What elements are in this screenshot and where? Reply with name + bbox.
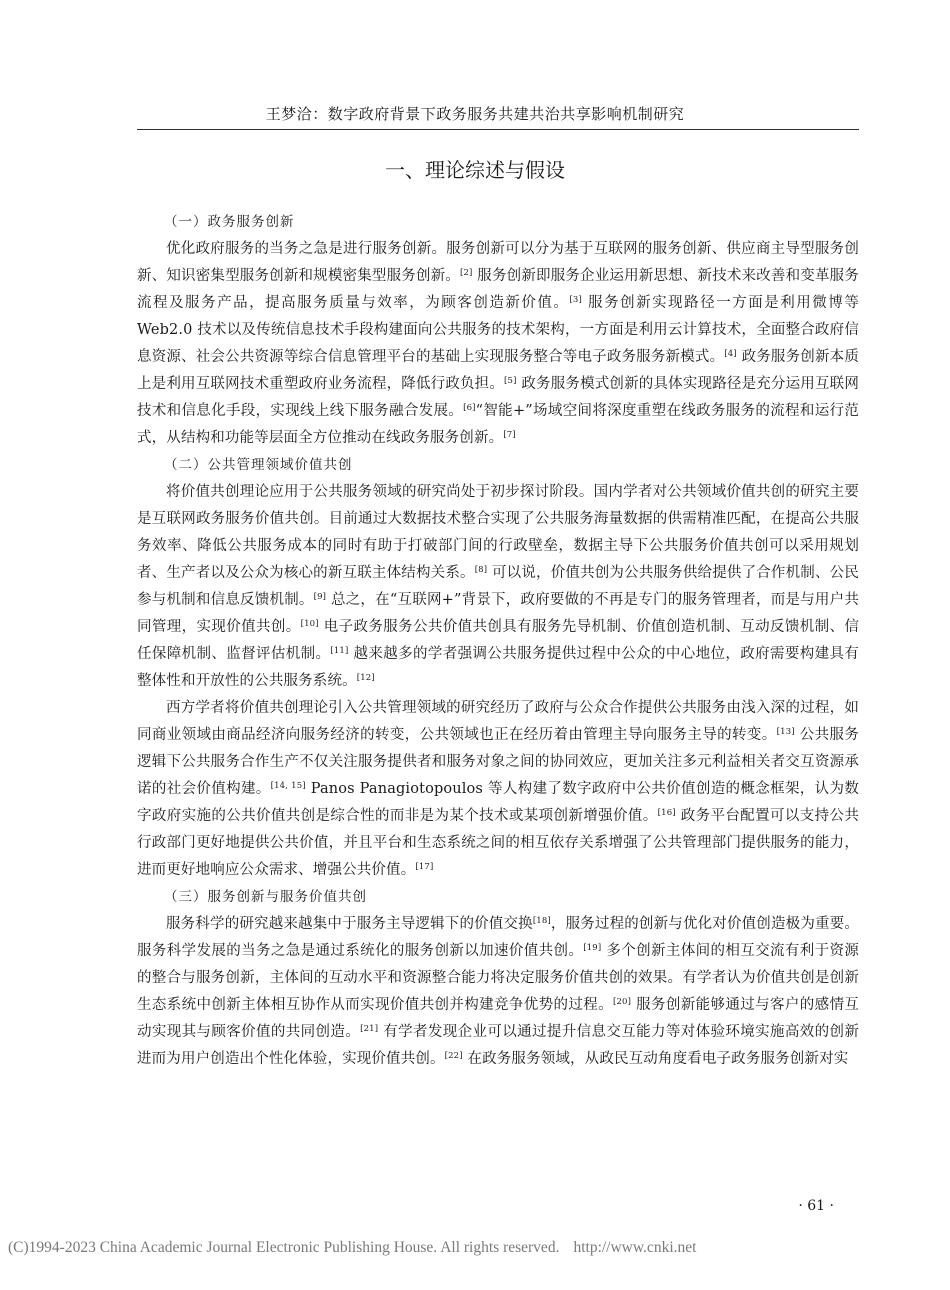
citation-ref: [16] (657, 807, 676, 818)
citation-ref: [7] (503, 429, 516, 440)
citation-ref: [12] (356, 672, 375, 683)
paragraph-text: 有学者发现企业可以通过提升信息交互能力等对体验环境实施高效的创新进而为用户创造出个性化体验，实现价值共创。 (137, 1024, 859, 1067)
citation-ref: [21] (360, 1023, 379, 1034)
citation-ref: [4] (724, 348, 737, 359)
paragraph (137, 479, 859, 695)
paragraph-text: 政务服务创新本质上是利用互联网技术重塑政府业务流程，降低行政负担。 (137, 349, 859, 392)
paragraph-text: 将价值共创理论应用于公共服务领域的研究尚处于初步探讨阶段。国内学者对公共领域价值共创的研究主要是互联网政务服务价值共创。目前通过大数据技术整合实现了公共服务海量数据的供需精准匹配，在提高公共服务效率、降低公共服务成本的同时有助于打破部门间的行政壁垒，数据主导下公共服务价值共创可以采用规划者、生产者以及公众为核心的新互联主体结构关系。 (137, 484, 859, 581)
citation-ref: [10] (300, 618, 319, 629)
paragraph-text: 多个创新主体间的相互交流有利于资源的整合与服务创新，主体间的互动水平和资源整合能力将决定服务价值共创的效果。有学者认为价值共创是创新生态系统中创新主体相互协作从而实现价值共创并构建竞争优势的过程。 (137, 943, 859, 1013)
citation-ref: [13] (776, 726, 795, 737)
paragraph (137, 236, 859, 452)
paragraph-text: ，服务过程的创新与优化对价值创造极为重要。服务科学发展的当务之急是通过系统化的服务创新以加速价值共创。 (137, 916, 859, 959)
citation-ref: [5] (504, 375, 517, 386)
subsection-heading-3: （三）服务创新与服务价值共创 (164, 889, 367, 905)
citation-ref: [2] (460, 267, 473, 278)
citation-ref: [11] (330, 645, 349, 656)
copyright-text: (C)1994-2023 China Academic Journal Electronic Publishing House. All rights reserved. (8, 1239, 560, 1256)
section-title: 一、理论综述与假设 (385, 158, 565, 182)
paragraph-text: 服务创新能够通过与客户的感情互动实现其与顾客价值的共同创造。 (137, 997, 859, 1040)
paragraph-text: 政务平台配置可以支持公共行政部门更好地提供公共价值，并且平台和生态系统之间的相互依存关系增强了公共管理部门提供服务的能力，进而更好地响应公众需求、增强公共价值。 (137, 808, 860, 878)
paragraph-text: Panos Panagiotopoulos 等人构建了数字政府中公共价值创造的概念框架，认为数字政府实施的公共价值共创是综合性的而非是为某个技术或某项创新增强价值。 (137, 781, 859, 824)
paragraph-text: 电子政务服务公共价值共创具有服务先导机制、价值创造机制、互动反馈机制、信任保障机制、监督评估机制。 (137, 619, 859, 662)
paragraph-text: “智能+”场域空间将深度重塑在线政务服务的流程和运行范式，从结构和功能等层面全方位推动在线政务服务创新。 (137, 403, 859, 446)
paragraph-text: 服务科学的研究越来越集中于服务主导逻辑下的价值交换 (166, 916, 533, 932)
citation-ref: [20] (613, 996, 632, 1007)
citation-ref: [9] (313, 591, 327, 602)
paragraph-text: 政务服务模式创新的具体实现路径是充分运用互联网技术和信息化手段，实现线上线下服务融合发展。 (137, 376, 859, 419)
subsection-heading-2: （二）公共管理领域价值共创 (164, 457, 353, 473)
paragraph-text: 公共服务逻辑下公共服务合作生产不仅关注服务提供者和服务对象之间的协同效应，更加关注多元利益相关者交互资源承诺的社会价值构建。 (137, 727, 859, 797)
paragraph-text: 在政务服务领域，从政民互动角度看电子政务服务创新对实 (462, 1051, 849, 1067)
citation-ref: [17] (415, 861, 434, 872)
paragraph-text: 总之，在“互联网+”背景下，政府要做的不再是专门的服务管理者，而是与用户共同管理，实现价值共创。 (137, 592, 859, 635)
paragraph-text: 西方学者将价值共创理论引入公共管理领域的研究经历了政府与公众合作提供公共服务由浅入深的过程，如同商业领域由商品经济向服务经济的转变，公共领域也正在经历着由管理主导向服务主导的转变。 (137, 700, 859, 743)
copyright-notice (8, 1239, 696, 1257)
citation-ref: [6] (463, 402, 476, 413)
citation-ref: [3] (569, 294, 582, 305)
citation-ref: [8] (474, 564, 488, 575)
paragraph-text: 服务创新实现路径一方面是利用微博等 Web2.0 技术以及传统信息技术手段构建面向公共服务的技术架构，一方面是利用云计算技术，全面整合政府信息资源、社会公共资源等综合信息管理平台的基础上实现服务整合等电子政务服务新模式。 (137, 295, 859, 365)
citation-ref: [19] (583, 942, 602, 953)
header-divider (137, 129, 859, 130)
page-number: · 61 · (798, 1198, 834, 1214)
paragraph-text: 优化政府服务的当务之急是进行服务创新。服务创新可以分为基于互联网的服务创新、供应商主导型服务创新、知识密集型服务创新和规模密集型服务创新。 (137, 241, 859, 284)
paragraph-text: 可以说，价值共创为公共服务供给提供了合作机制、公民参与机制和信息反馈机制。 (137, 565, 859, 608)
citation-ref: [14, 15] (270, 780, 306, 791)
citation-ref: [22] (444, 1050, 463, 1061)
paragraph-text: 服务创新即服务企业运用新思想、新技术来改善和变革服务流程及服务产品，提高服务质量与效率，为顾客创造新价值。 (137, 268, 859, 311)
cnki-link[interactable]: http://www.cnki.net (573, 1239, 697, 1256)
citation-ref: [18] (532, 915, 551, 926)
paragraph (137, 695, 859, 884)
running-header: 王梦洽：数字政府背景下政务服务共建共治共享影响机制研究 (265, 105, 685, 123)
subsection-heading-1: （一）政务服务创新 (164, 214, 295, 230)
article-body (137, 209, 859, 1073)
paragraph (137, 911, 859, 1073)
paragraph-text: 越来越多的学者强调公共服务提供过程中公众的中心地位，政府需要构建具有整体性和开放性的公共服务系统。 (137, 646, 859, 689)
